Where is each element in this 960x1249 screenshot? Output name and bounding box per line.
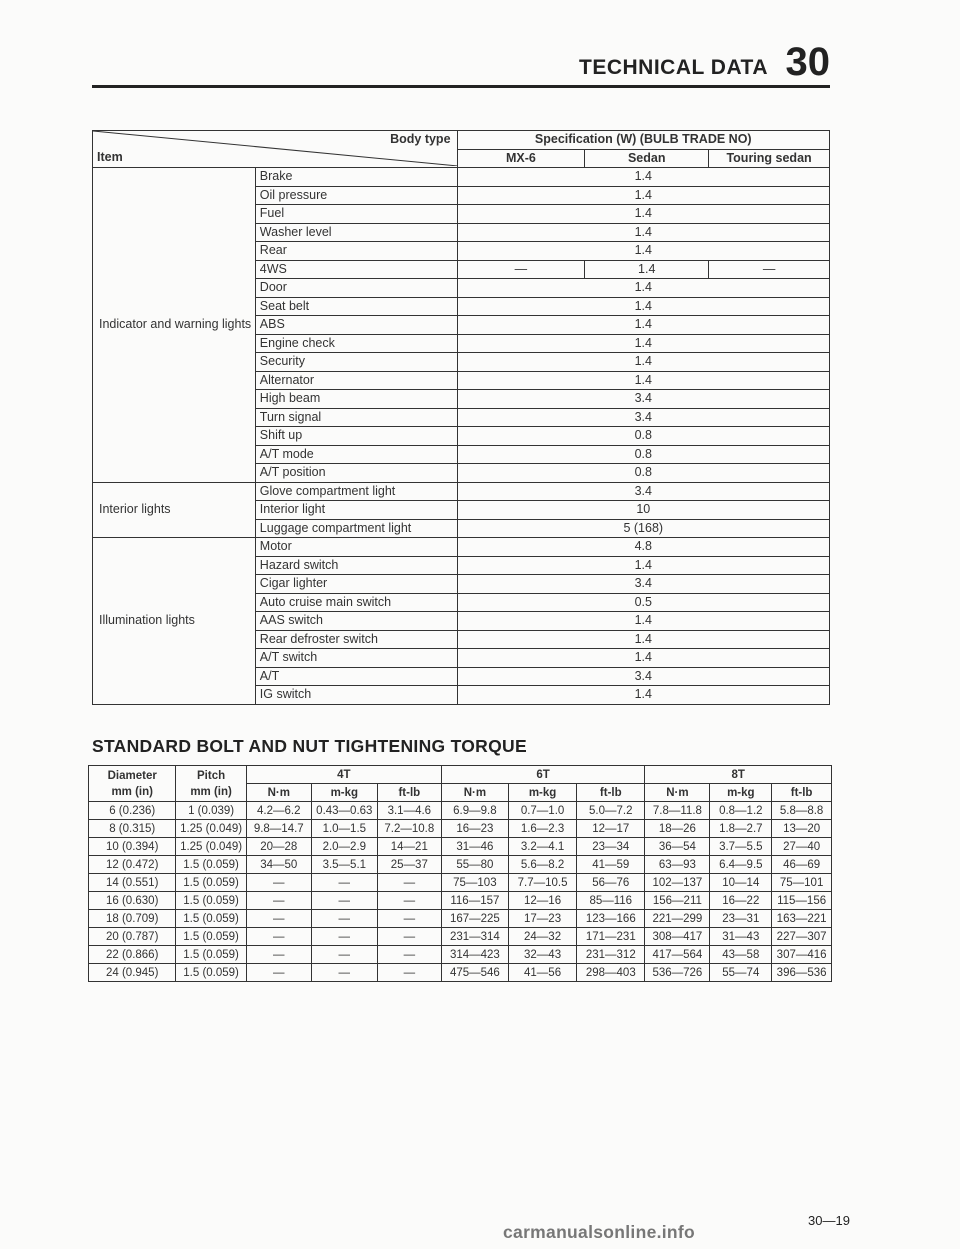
unit-header: N·m <box>246 784 311 802</box>
torque-cell: 115—156 <box>772 892 832 910</box>
item-name: Interior light <box>255 501 457 520</box>
torque-cell: 1.25 (0.049) <box>176 838 246 856</box>
torque-cell: 20—28 <box>246 838 311 856</box>
torque-cell: 22 (0.866) <box>89 946 176 964</box>
spec-value: 3.4 <box>457 408 829 427</box>
spec-value: 1.4 <box>457 223 829 242</box>
torque-cell: 7.8—11.8 <box>645 802 710 820</box>
torque-cell: 63—93 <box>645 856 710 874</box>
torque-cell: — <box>246 892 311 910</box>
grade-header: 8T <box>645 766 832 784</box>
torque-cell: 75—101 <box>772 874 832 892</box>
table-row <box>93 168 830 187</box>
unit-header: m-kg <box>311 784 377 802</box>
item-name: Hazard switch <box>255 556 457 575</box>
torque-cell: — <box>377 910 441 928</box>
torque-cell: 1.25 (0.049) <box>176 820 246 838</box>
torque-cell: 116—157 <box>441 892 508 910</box>
torque-cell: 7.7—10.5 <box>508 874 576 892</box>
spec-value: 1.4 <box>457 242 829 261</box>
bulb-spec-table <box>92 130 830 705</box>
table-row <box>93 538 830 557</box>
col-header: Touring sedan <box>709 149 830 168</box>
torque-cell: — <box>311 874 377 892</box>
torque-cell: 171—231 <box>577 928 645 946</box>
torque-cell: 5.0—7.2 <box>577 802 645 820</box>
spec-value: 5 (168) <box>457 519 829 538</box>
item-name: Motor <box>255 538 457 557</box>
torque-cell: 9.8—14.7 <box>246 820 311 838</box>
torque-cell: 5.8—8.8 <box>772 802 832 820</box>
torque-cell: — <box>311 946 377 964</box>
torque-cell: 41—56 <box>508 964 576 982</box>
torque-cell: — <box>311 964 377 982</box>
torque-cell: — <box>311 910 377 928</box>
torque-cell: 6.4—9.5 <box>710 856 772 874</box>
torque-cell: 12—16 <box>508 892 576 910</box>
torque-cell: — <box>311 892 377 910</box>
torque-cell: 2.0—2.9 <box>311 838 377 856</box>
spec-value: 1.4 <box>457 649 829 668</box>
torque-cell: 396—536 <box>772 964 832 982</box>
torque-cell: — <box>246 964 311 982</box>
spec-value: 0.8 <box>457 427 829 446</box>
header-title: TECHNICAL DATA <box>579 56 768 79</box>
torque-cell: 6.9—9.8 <box>441 802 508 820</box>
torque-cell: — <box>246 910 311 928</box>
torque-cell: 1.5 (0.059) <box>176 892 246 910</box>
torque-cell: — <box>377 892 441 910</box>
spec-value: 1.4 <box>457 316 829 335</box>
spec-value: 1.4 <box>457 205 829 224</box>
unit-header: m-kg <box>508 784 576 802</box>
item-name: Rear defroster switch <box>255 630 457 649</box>
torque-cell: 0.7—1.0 <box>508 802 576 820</box>
spec-value: 1.4 <box>457 279 829 298</box>
item-label: Item <box>97 150 123 164</box>
torque-cell: 1.5 (0.059) <box>176 856 246 874</box>
torque-cell: 27—40 <box>772 838 832 856</box>
torque-cell: 36—54 <box>645 838 710 856</box>
table-row <box>89 874 832 892</box>
spec-value: 10 <box>457 501 829 520</box>
spec-value: 1.4 <box>457 612 829 631</box>
torque-cell: 25—37 <box>377 856 441 874</box>
grade-header: 6T <box>441 766 645 784</box>
item-name: Alternator <box>255 371 457 390</box>
unit-header: N·m <box>645 784 710 802</box>
diameter-header: Diameter mm (in) <box>89 766 176 802</box>
item-name: Oil pressure <box>255 186 457 205</box>
spec-value: 0.8 <box>457 445 829 464</box>
torque-cell: 41—59 <box>577 856 645 874</box>
torque-cell: 3.2—4.1 <box>508 838 576 856</box>
spec-header: Specification (W) (BULB TRADE NO) <box>457 131 829 150</box>
torque-cell: — <box>246 928 311 946</box>
torque-cell: 1.5 (0.059) <box>176 928 246 946</box>
item-name: Turn signal <box>255 408 457 427</box>
watermark-footer: carmanualsonline.info <box>503 1222 696 1242</box>
table-row <box>89 820 832 838</box>
item-name: ABS <box>255 316 457 335</box>
torque-cell: 1.5 (0.059) <box>176 946 246 964</box>
table-row <box>89 964 832 982</box>
torque-cell: 17—23 <box>508 910 576 928</box>
unit-header: ft-lb <box>577 784 645 802</box>
spec-value: 0.8 <box>457 464 829 483</box>
spec-value: — <box>709 260 830 279</box>
torque-cell: 0.8—1.2 <box>710 802 772 820</box>
torque-cell: — <box>377 964 441 982</box>
torque-cell: 34—50 <box>246 856 311 874</box>
torque-cell: 16—22 <box>710 892 772 910</box>
spec-value: 1.4 <box>457 371 829 390</box>
spec-value: 1.4 <box>457 297 829 316</box>
table-row <box>89 928 832 946</box>
item-name: A/T mode <box>255 445 457 464</box>
torque-cell: 1.0—1.5 <box>311 820 377 838</box>
item-name: 4WS <box>255 260 457 279</box>
item-name: Shift up <box>255 427 457 446</box>
torque-cell: 20 (0.787) <box>89 928 176 946</box>
unit-header: ft-lb <box>377 784 441 802</box>
item-name: Fuel <box>255 205 457 224</box>
torque-cell: 0.43—0.63 <box>311 802 377 820</box>
torque-cell: 10 (0.394) <box>89 838 176 856</box>
torque-cell: 314—423 <box>441 946 508 964</box>
torque-cell: 4.2—6.2 <box>246 802 311 820</box>
torque-cell: 43—58 <box>710 946 772 964</box>
torque-cell: 24—32 <box>508 928 576 946</box>
torque-cell: 475—546 <box>441 964 508 982</box>
table-row <box>89 892 832 910</box>
torque-cell: 8 (0.315) <box>89 820 176 838</box>
torque-cell: 417—564 <box>645 946 710 964</box>
torque-cell: 308—417 <box>645 928 710 946</box>
torque-cell: 231—312 <box>577 946 645 964</box>
torque-cell: — <box>377 928 441 946</box>
torque-cell: 536—726 <box>645 964 710 982</box>
torque-cell: 298—403 <box>577 964 645 982</box>
item-name: Glove compartment light <box>255 482 457 501</box>
item-name: IG switch <box>255 686 457 705</box>
torque-cell: 56—76 <box>577 874 645 892</box>
torque-cell: 18 (0.709) <box>89 910 176 928</box>
col-header: Sedan <box>585 149 709 168</box>
torque-cell: 23—31 <box>710 910 772 928</box>
item-name: Auto cruise main switch <box>255 593 457 612</box>
torque-cell: — <box>377 946 441 964</box>
torque-cell: 3.7—5.5 <box>710 838 772 856</box>
item-name: Engine check <box>255 334 457 353</box>
spec-value: 1.4 <box>457 334 829 353</box>
item-name: Door <box>255 279 457 298</box>
torque-cell: 6 (0.236) <box>89 802 176 820</box>
spec-value: 1.4 <box>457 168 829 187</box>
torque-cell: — <box>246 946 311 964</box>
spec-value: 3.4 <box>457 390 829 409</box>
spec-value: 0.5 <box>457 593 829 612</box>
group-label: Interior lights <box>93 482 256 538</box>
torque-cell: 14 (0.551) <box>89 874 176 892</box>
torque-cell: 14—21 <box>377 838 441 856</box>
torque-cell: 102—137 <box>645 874 710 892</box>
torque-cell: 75—103 <box>441 874 508 892</box>
torque-cell: 231—314 <box>441 928 508 946</box>
item-name: High beam <box>255 390 457 409</box>
torque-cell: 227—307 <box>772 928 832 946</box>
item-name: Luggage compartment light <box>255 519 457 538</box>
torque-cell: 31—43 <box>710 928 772 946</box>
group-label: Indicator and warning lights <box>93 168 256 483</box>
torque-cell: 46—69 <box>772 856 832 874</box>
torque-cell: 16—23 <box>441 820 508 838</box>
table-row <box>89 856 832 874</box>
spec-value: 1.4 <box>457 630 829 649</box>
spec-value: 1.4 <box>457 353 829 372</box>
torque-cell: 1.5 (0.059) <box>176 964 246 982</box>
item-name: A/T position <box>255 464 457 483</box>
torque-cell: 1.5 (0.059) <box>176 874 246 892</box>
group-label: Illumination lights <box>93 538 256 705</box>
torque-cell: 16 (0.630) <box>89 892 176 910</box>
grade-header: 4T <box>246 766 441 784</box>
torque-cell: 31—46 <box>441 838 508 856</box>
torque-cell: 167—225 <box>441 910 508 928</box>
torque-cell: 55—80 <box>441 856 508 874</box>
spec-value: 3.4 <box>457 667 829 686</box>
table-row <box>89 802 832 820</box>
torque-cell: 1.8—2.7 <box>710 820 772 838</box>
torque-cell: 3.1—4.6 <box>377 802 441 820</box>
table-row <box>89 946 832 964</box>
item-name: Rear <box>255 242 457 261</box>
table-corner-header <box>93 131 458 168</box>
torque-cell: 3.5—5.1 <box>311 856 377 874</box>
torque-cell: 12—17 <box>577 820 645 838</box>
torque-cell: — <box>246 874 311 892</box>
page-header <box>540 40 830 90</box>
torque-cell: 23—34 <box>577 838 645 856</box>
chapter-number: 30 <box>785 40 830 84</box>
table-row <box>93 482 830 501</box>
item-name: AAS switch <box>255 612 457 631</box>
torque-cell: 85—116 <box>577 892 645 910</box>
item-name: A/T <box>255 667 457 686</box>
torque-cell: — <box>377 874 441 892</box>
torque-cell: 221—299 <box>645 910 710 928</box>
item-name: A/T switch <box>255 649 457 668</box>
torque-section-title: STANDARD BOLT AND NUT TIGHTENING TORQUE <box>92 736 527 756</box>
torque-cell: 18—26 <box>645 820 710 838</box>
item-name: Cigar lighter <box>255 575 457 594</box>
spec-value: 1.4 <box>585 260 709 279</box>
item-name: Security <box>255 353 457 372</box>
torque-table <box>88 765 832 982</box>
header-rule <box>92 85 830 88</box>
spec-value: 3.4 <box>457 575 829 594</box>
page-number: 30—19 <box>808 1213 850 1228</box>
torque-cell: 156—211 <box>645 892 710 910</box>
torque-cell: 5.6—8.2 <box>508 856 576 874</box>
unit-header: N·m <box>441 784 508 802</box>
spec-value: 3.4 <box>457 482 829 501</box>
body-type-label: Body type <box>390 132 451 146</box>
torque-cell: — <box>311 928 377 946</box>
item-name: Seat belt <box>255 297 457 316</box>
torque-cell: 12 (0.472) <box>89 856 176 874</box>
spec-value: 1.4 <box>457 686 829 705</box>
torque-cell: 32—43 <box>508 946 576 964</box>
pitch-header: Pitch mm (in) <box>176 766 246 802</box>
torque-cell: 1.6—2.3 <box>508 820 576 838</box>
spec-value: 4.8 <box>457 538 829 557</box>
torque-cell: 13—20 <box>772 820 832 838</box>
torque-cell: 1 (0.039) <box>176 802 246 820</box>
item-name: Brake <box>255 168 457 187</box>
torque-cell: 123—166 <box>577 910 645 928</box>
spec-value: 1.4 <box>457 556 829 575</box>
table-row <box>89 838 832 856</box>
torque-cell: 7.2—10.8 <box>377 820 441 838</box>
torque-cell: 55—74 <box>710 964 772 982</box>
col-header: MX-6 <box>457 149 585 168</box>
torque-cell: 307—416 <box>772 946 832 964</box>
item-name: Washer level <box>255 223 457 242</box>
torque-cell: 1.5 (0.059) <box>176 910 246 928</box>
table-row <box>89 910 832 928</box>
spec-value: — <box>457 260 585 279</box>
torque-cell: 163—221 <box>772 910 832 928</box>
torque-cell: 24 (0.945) <box>89 964 176 982</box>
spec-value: 1.4 <box>457 186 829 205</box>
unit-header: m-kg <box>710 784 772 802</box>
torque-cell: 10—14 <box>710 874 772 892</box>
unit-header: ft-lb <box>772 784 832 802</box>
